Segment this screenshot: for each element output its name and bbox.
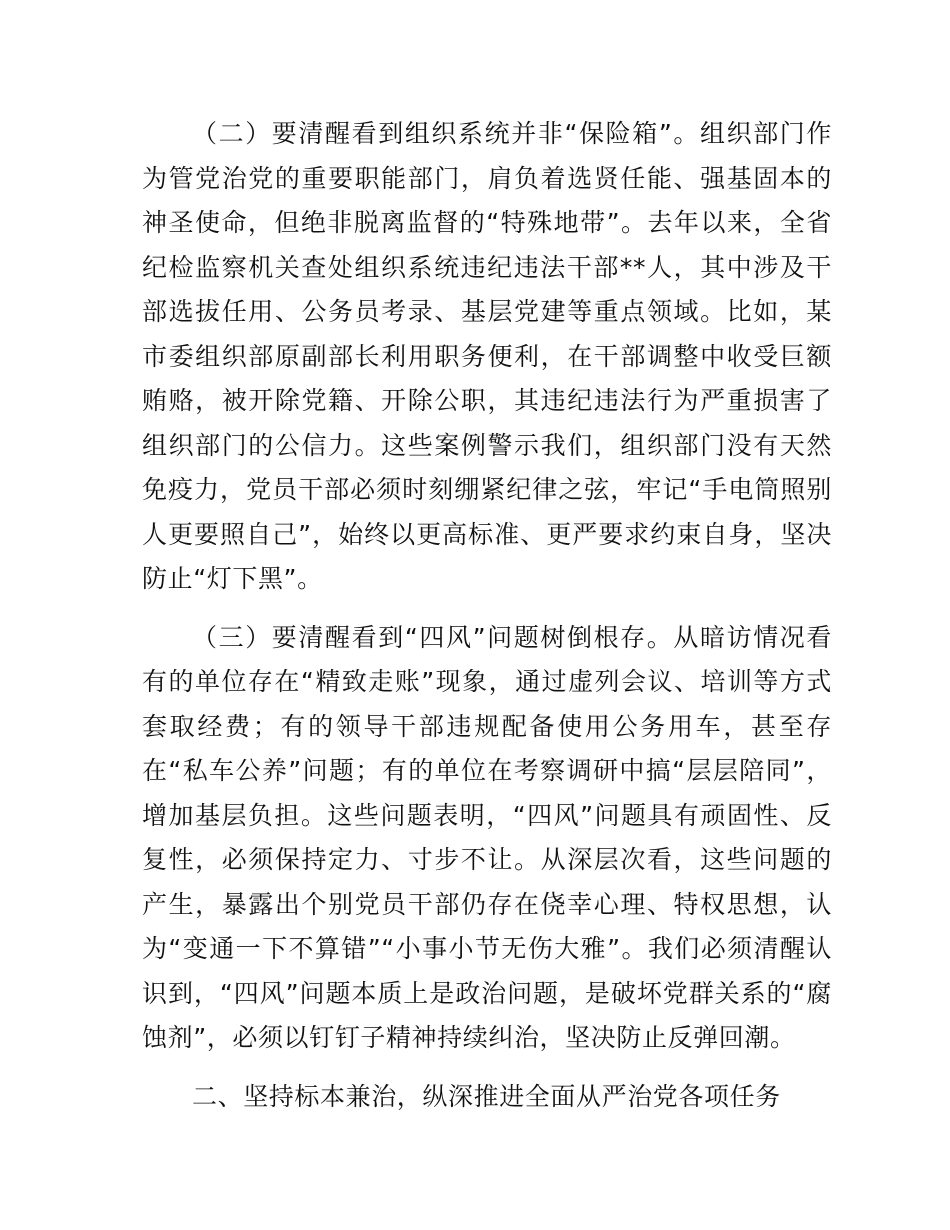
section-heading: 二、坚持标本兼治，纵深推进全面从严治党各项任务 bbox=[192, 1081, 781, 1111]
paragraph-four-styles: （三）要清醒看到“四风”问题树倒根存。从暗访情况看有的单位存在“精致走账”现象，通过虚列会议、培训等方式套取经费；有的领导干部违规配备使用公务用车，甚至存在“私车公养”问题；有的单位在考察调研中搞“层层陪同”，增加基层负担。这些问题表明，“四风”问题具有顽固性、反复性，必须保持定力、寸步不让。从深层次看，这些问题的产生，暴露出个别党员干部仍存在侥幸心理、特权思想，认为“变通一下不算错”“小事小节无伤大雅”。我们必须清醒认识到，“四风”问题本质上是政治问题，是破坏党群关系的“腐蚀剂”，必须以钉钉子精神持续纠治，坚决防止反弹回潮。 bbox=[142, 622, 832, 1052]
paragraph-organization-system: （二）要清醒看到组织系统并非“保险箱”。组织部门作为管党治党的重要职能部门，肩负着选贤任能、强基固本的神圣使命，但绝非脱离监督的“特殊地带”。去年以来，全省纪检监察机关查处组织系统违纪违法干部**人，其中涉及干部选拔任用、公务员考录、基层党建等重点领域。比如，某市委组织部原副部长利用职务便利，在干部调整中收受巨额贿赂，被开除党籍、开除公职，其违纪违法行为严重损害了组织部门的公信力。这些案例警示我们，组织部门没有天然免疫力，党员干部必须时刻绷紧纪律之弦，牢记“手电筒照别人更要照自己”，始终以更高标准、更严要求约束自身，坚决防止“灯下黑”。 bbox=[142, 119, 832, 593]
document-body bbox=[142, 112, 832, 1119]
